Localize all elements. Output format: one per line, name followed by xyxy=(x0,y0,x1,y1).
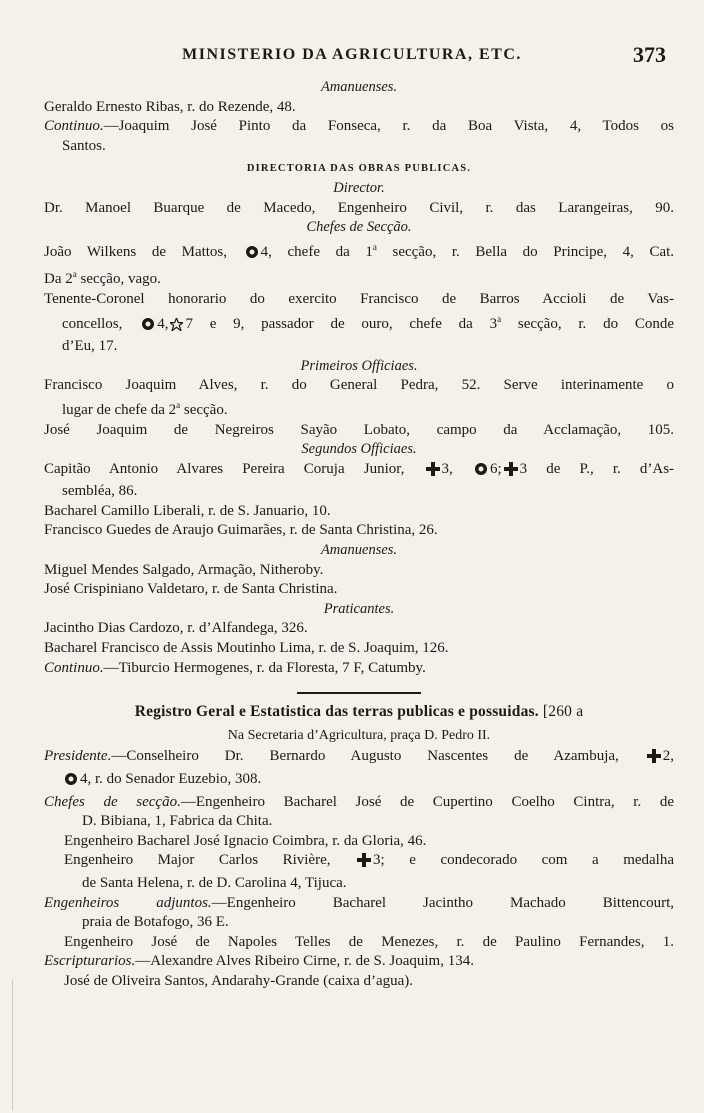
registro-title-text: Registro Geral e Estatistica das terras publicas e possuidas. xyxy=(134,703,539,721)
ordinal-mark: a xyxy=(372,241,377,252)
entry-line: Engenheiro José de Napoles Telles de Menezes, r. de Paulino Fernandes, 1. xyxy=(64,933,674,950)
ordinal-mark: a xyxy=(72,269,77,280)
entry-line: Bacharel Francisco de Assis Moutinho Lima, r. de S. Joaquim, 126. xyxy=(44,640,449,657)
entry-text: Da 2 xyxy=(44,271,73,288)
entry-line: Santos. xyxy=(62,137,106,154)
page-header-title: MINISTERIO DA AGRICULTURA, ETC. xyxy=(182,46,522,63)
entry-line xyxy=(44,952,674,972)
entry-text: Engenheiro Major Carlos Rivière, xyxy=(64,852,331,869)
entry-text: —Engenheiro Bacharel Jacintho Machado Bittencourt, xyxy=(211,894,674,911)
page-fold-line xyxy=(12,980,13,1110)
order-cross-icon xyxy=(647,749,661,770)
entry-text: 7 e 9, passador de ouro, chefe da 3 xyxy=(185,315,498,332)
entry-line: José Joaquim de Negreiros Sayão Lobato, campo da Acclamação, 105. xyxy=(44,421,674,438)
entry-line: praia de Botafogo, 36 E. xyxy=(82,914,229,931)
order-rose-icon xyxy=(141,317,155,338)
entry-line xyxy=(44,894,674,914)
entry-text: —Tiburcio Hermogenes, r. da Floresta, 7 F, Catumby. xyxy=(103,659,426,676)
registro-subtitle: Na Secretaria d’Agricultura, praça D. Pedro II. xyxy=(227,727,491,743)
entry-line: Engenheiro Bacharel José Ignacio Coimbra, r. da Gloria, 46. xyxy=(64,832,427,849)
entry-line: Francisco Guedes de Araujo Guimarães, r. de Santa Christina, 26. xyxy=(44,522,438,539)
registro-title-note: [260 a xyxy=(542,703,584,721)
entry-line: Tenente-Coronel honorario do exercito Francisco de Barros Accioli de Vas- xyxy=(44,290,674,307)
entry-line xyxy=(44,117,674,137)
entry-line: Miguel Mendes Salgado, Armação, Nitheroby. xyxy=(44,561,324,578)
page-content xyxy=(44,78,674,992)
entry-line xyxy=(44,659,674,679)
entry-line: Jacintho Dias Cardozo, r. d’Alfandega, 326. xyxy=(44,620,308,637)
entry-text: 4, xyxy=(157,315,169,332)
entry-line xyxy=(44,460,674,483)
entry-line: Bacharel Camillo Liberali, r. de S. Januario, 10. xyxy=(44,502,331,519)
page-number: 373 xyxy=(633,42,666,67)
entry-line: Francisco Joaquim Alves, r. do General Pedra, 52. Serve interinamente o xyxy=(44,377,674,394)
role-label: Chefes de secção. xyxy=(44,793,181,810)
section-divider xyxy=(297,692,421,694)
entry-text: secção. xyxy=(183,401,228,418)
entry-text: concellos, xyxy=(62,315,123,332)
entry-line xyxy=(44,770,674,793)
role-label: Continuo. xyxy=(44,659,104,676)
entry-line: José Crispiniano Valdetaro, r. de Santa Christina. xyxy=(44,581,338,598)
section-heading-director: Director. xyxy=(333,179,385,196)
ordinal-mark: a xyxy=(497,313,502,324)
entry-text: 4, r. do Senador Euzebio, 308. xyxy=(80,771,262,787)
entry-text: —Conselheiro Dr. Bernardo Augusto Nascentes de Azambuja, xyxy=(111,748,619,765)
entry-text: —Joaquim José Pinto da Fonseca, r. da Boa Vista, 4, Todos os xyxy=(103,118,674,135)
entry-line xyxy=(44,851,674,874)
entry-line xyxy=(44,310,674,338)
entry-text: secção, r. Bella do Principe, 4, Cat. xyxy=(392,243,675,260)
entry-line: d’Eu, 17. xyxy=(62,338,118,355)
section-heading-amanuenses-top: Amanuenses. xyxy=(320,79,398,95)
section-heading-primeiros: Primeiros Officiaes. xyxy=(300,357,418,374)
entry-text: 3; e condecorado com a medalha xyxy=(373,852,674,869)
entry-line: Geraldo Ernesto Ribas, r. do Rezende, 48. xyxy=(44,98,296,115)
order-rose-icon xyxy=(474,462,488,483)
registro-title xyxy=(44,702,674,722)
entry-text: —Engenheiro Bacharel José de Cupertino Coelho Cintra, r. de xyxy=(180,793,674,810)
entry-line: José de Oliveira Santos, Andarahy-Grande (caixa d’agua). xyxy=(64,972,414,989)
role-label: Presidente. xyxy=(44,748,112,765)
entry-text: 3 de P., r. d’As- xyxy=(519,460,675,477)
entry-line: Dr. Manoel Buarque de Macedo, Engenheiro Civil, r. das Larangeiras, 90. xyxy=(44,199,674,216)
section-heading-chefes: Chefes de Secção. xyxy=(306,219,412,236)
entry-text: secção, r. do Conde xyxy=(517,315,675,332)
entry-line xyxy=(44,793,674,813)
order-cross-icon xyxy=(426,462,440,483)
section-heading-directoria: DIRECTORIA DAS OBRAS PUBLICAS. xyxy=(246,163,472,175)
section-heading-segundos: Segundos Officiaes. xyxy=(301,441,417,458)
order-star-icon xyxy=(170,318,183,338)
entry-line: sembléa, 86. xyxy=(62,483,138,500)
role-label: Engenheiros adjuntos. xyxy=(44,894,212,911)
role-label: Continuo. xyxy=(44,118,104,135)
entry-line xyxy=(44,396,674,421)
section-heading-praticantes: Praticantes. xyxy=(323,600,395,617)
entry-line xyxy=(44,238,674,266)
entry-text: 2, xyxy=(662,748,675,765)
entry-text: secção, vago. xyxy=(80,271,161,288)
entry-text: João Wilkens de Mattos, xyxy=(44,243,228,260)
entry-text: lugar de chefe da 2 xyxy=(62,401,177,418)
entry-line xyxy=(44,747,674,770)
entry-line xyxy=(44,265,674,290)
order-rose-icon xyxy=(64,772,78,793)
entry-line: D. Bibiana, 1, Fabrica da Chita. xyxy=(82,813,273,830)
entry-line: de Santa Helena, r. de D. Carolina 4, Tijuca. xyxy=(82,874,347,891)
order-cross-icon xyxy=(504,462,518,483)
role-label: Escripturarios. xyxy=(44,953,136,970)
entry-text: 3, xyxy=(441,460,453,477)
order-rose-icon xyxy=(245,245,259,266)
entry-text: 6; xyxy=(489,460,502,477)
order-cross-icon xyxy=(357,853,371,874)
entry-text: Capitão Antonio Alvares Pereira Coruja Junior, xyxy=(44,460,405,477)
ordinal-mark: a xyxy=(176,399,181,410)
entry-text: 4, chefe da 1 xyxy=(260,243,373,260)
entry-text: —Alexandre Alves Ribeiro Cirne, r. de S. Joaquim, 134. xyxy=(135,953,474,970)
section-heading-amanuenses: Amanuenses. xyxy=(320,542,398,559)
